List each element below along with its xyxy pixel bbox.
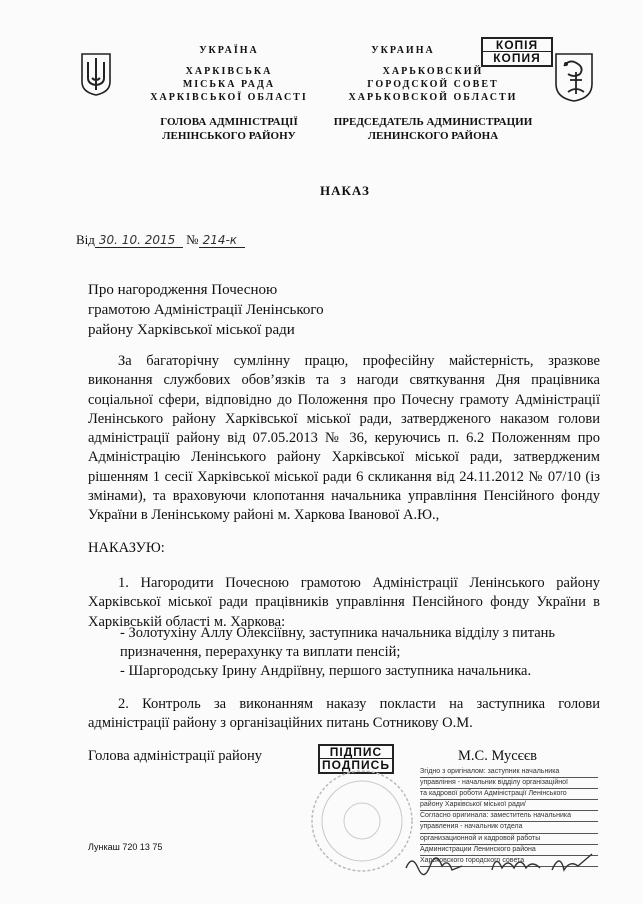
cert-line3: та кадрової роботи Адміністрації Ленінського [420,789,598,800]
head-ru-line2: ЛЕНИНСКОГО РАЙОНА [367,130,499,142]
number-prefix: № [186,232,199,247]
sign-stamp-ru: ПОДПИСЬ [320,758,392,771]
council-ua-line3: ХАРКІВСЬКОЇ ОБЛАСТІ [150,92,308,103]
country-ru: УКРАИНА [371,45,435,56]
number-value: 214-к [199,233,245,248]
cert-line8: Администрации Ленинского района [420,845,598,856]
header-left [140,44,318,143]
copy-stamp-ru: КОПИЯ [483,51,551,64]
cert-line1: Згідно з оригіналом: заступник начальника [420,767,598,778]
cert-line9: Харьковского городского совета [420,856,598,867]
subject-line2: грамотою Адміністрації Ленінського [88,302,324,318]
subject-line1: Про нагородження Почесною [88,282,278,298]
council-ru-line2: ГОРОДСКОЙ СОВЕТ [367,79,499,90]
date-prefix: Від [76,232,95,247]
date-value: 30. 10. 2015 [95,233,183,248]
council-ru-line1: ХАРЬКОВСКИЙ [382,66,484,77]
cert-line5: Согласно оригинала: заместитель начальника [420,811,598,822]
city-emblem-icon [554,52,594,102]
signer-position: Голова адміністрації району [88,748,262,764]
document-subject [88,280,324,340]
order-heading: НАКАЗУЮ: [88,540,165,556]
country-ua: УКРАЇНА [199,45,259,56]
main-paragraph: За багаторічну сумлінну працю, професійну майстерність, зразкове виконання службових обов’язків та з нагоди святкування Дня працівника соціальної сфери, відповідно до Положення про Почесну грамоту Адміністрації Ленінського району Харківської міської ради, затвердженого наказом голови адміністрації району від 07.05.2013 № 36, керуючись п. 6.2 Положенням про Адміністрацію Ленінського району Харківської міської ради, затвердженим рішенням 1 сесії Харківської міської ради 6 скликання від 24.11.2012 № 07/10 (із змінами), та враховуючи клопотання начальника управління Пенсійного фонду України в Ленінському районі м. Харкова Іванової А.Ю., [88,353,600,524]
head-ua-line2: ЛЕНІНСЬКОГО РАЙОНУ [162,130,296,142]
order-item-1: 1. Нагородити Почесною грамотою Адміністрації Ленінського району Харківської міської ради працівників управління Пенсійного фонду України в Харківській області м. Харкова: [88,575,600,630]
signer-name: М.С. Мусєєв [458,748,537,764]
document-title: НАКАЗ [320,183,370,198]
cert-line2: управління - начальник відділу організаційної [420,778,598,789]
footer-note: Лункаш 720 13 75 [88,842,163,852]
date-number-line [76,232,245,248]
council-ua-line1: ХАРКІВСЬКА [185,66,273,77]
trident-emblem-icon [80,52,112,96]
council-ru-line3: ХАРЬКОВСКОЙ ОБЛАСТИ [348,92,518,103]
copy-stamp-ua: КОПІЯ [495,38,539,52]
cert-line4: району Харківської міської ради/ [420,800,598,811]
awardee-1: - Золотухіну Аллу Олексіївну, заступника начальника відділу з питань призначення, перерахунку та виплати пенсій; [120,625,556,661]
head-ru-line1: ПРЕДСЕДАТЕЛЬ АДМИНИСТРАЦИИ [333,116,533,128]
copy-stamp [481,37,553,67]
subject-line3: району Харківської міської ради [88,322,295,338]
awardee-2: - Шаргородську Ірину Андріївну, першого заступника начальника. [120,663,532,679]
head-ua-line1: ГОЛОВА АДМІНІСТРАЦІЇ [160,116,298,128]
council-ua-line2: МІСЬКА РАДА [182,79,276,90]
order-item-2: 2. Контроль за виконанням наказу покласти на заступника голови адміністрації району з організаційних питань Сотникову О.М. [88,696,600,732]
handwritten-signatures [402,848,602,878]
sign-stamp-ua: ПІДПИС [329,745,383,759]
cert-line6: управления - начальник отдела [420,822,598,833]
cert-line7: организационной и кадровой работы [420,834,598,845]
